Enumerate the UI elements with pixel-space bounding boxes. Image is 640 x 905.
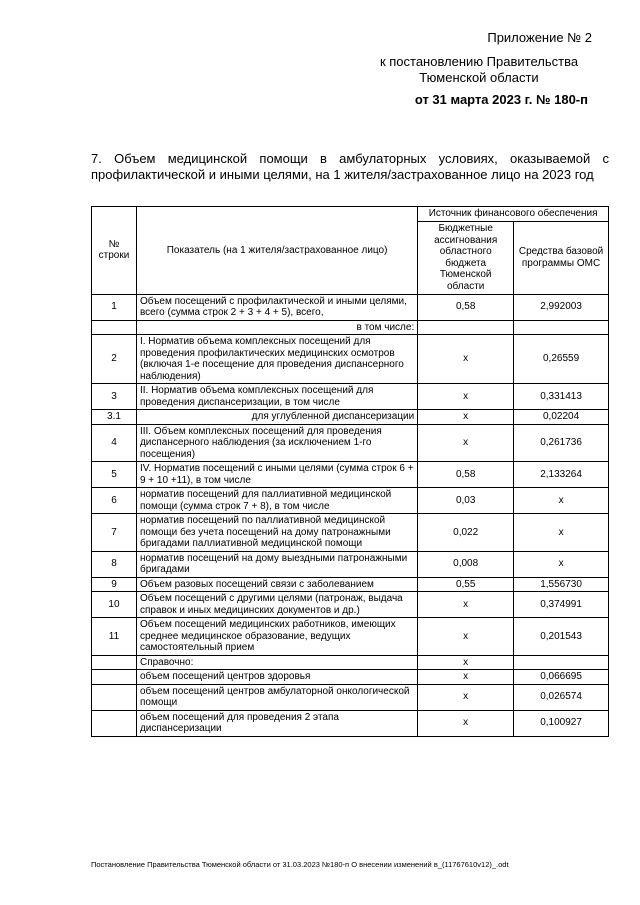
table-row <box>92 514 609 552</box>
indicator-cell: объем посещений для проведения 2 этапа диспансеризации <box>136 710 417 736</box>
indicator-cell: Объем посещений с профилактической и иными целями, всего (сумма строк 2 + 3 + 4 + 5), всего, <box>136 294 417 320</box>
table-row <box>92 577 609 592</box>
budget-value-cell: 0,022 <box>418 514 514 552</box>
indicator-cell: Справочно: <box>136 655 417 670</box>
indicator-cell: норматив посещений для паллиативной медицинской помощи (сумма строк 7 + 8), в том числе <box>136 488 417 514</box>
indicator-cell: Объем разовых посещений связи с заболеванием <box>136 577 417 592</box>
indicator-cell: норматив посещений на дому выездными патронажными бригадами <box>136 551 417 577</box>
budget-value-cell: х <box>418 384 514 410</box>
document-footer: Постановление Правительства Тюменской области от 31.03.2023 №180-п О внесении изменений в_(11767610v12)_.odt <box>91 860 509 869</box>
oms-value-cell: 0,261736 <box>514 424 609 462</box>
table-row <box>92 424 609 462</box>
indicator-cell: объем посещений центров амбулаторной онкологической помощи <box>136 684 417 710</box>
row-number-cell: 11 <box>92 618 137 656</box>
oms-value-cell <box>514 655 609 670</box>
row-number-cell <box>92 655 137 670</box>
oms-value-cell: х <box>514 488 609 514</box>
budget-value-cell: х <box>418 592 514 618</box>
header-row-number: № строки <box>92 207 137 295</box>
table-row <box>92 335 609 384</box>
table-row <box>92 384 609 410</box>
row-number-cell: 4 <box>92 424 137 462</box>
row-number-cell: 10 <box>92 592 137 618</box>
indicator-cell: в том числе: <box>136 320 417 335</box>
oms-value-cell: 1,556730 <box>514 577 609 592</box>
oms-value-cell: 0,201543 <box>514 618 609 656</box>
row-number-cell <box>92 670 137 685</box>
table-row <box>92 670 609 685</box>
budget-value-cell: х <box>418 424 514 462</box>
row-number-cell <box>92 684 137 710</box>
budget-value-cell: х <box>418 410 514 425</box>
section-title: 7. Объем медицинской помощи в амбулаторных условиях, оказываемой с профилактической и иными целями, на 1 жителя/застрахованное лицо на 2023 год <box>91 151 609 182</box>
oms-value-cell: 0,026574 <box>514 684 609 710</box>
row-number-cell: 6 <box>92 488 137 514</box>
oms-value-cell: х <box>514 514 609 552</box>
table-row <box>92 488 609 514</box>
table-row <box>92 551 609 577</box>
table-row <box>92 710 609 736</box>
row-number-cell: 8 <box>92 551 137 577</box>
indicator-cell: I. Норматив объема комплексных посещений для проведения профилактических медицинских осмотров (включая 1-е посещение для проведения диспансерного наблюдения) <box>136 335 417 384</box>
row-number-cell <box>92 710 137 736</box>
budget-value-cell <box>418 320 514 335</box>
indicator-cell: объем посещений центров здоровья <box>136 670 417 685</box>
row-number-cell: 5 <box>92 462 137 488</box>
budget-value-cell: 0,58 <box>418 462 514 488</box>
table-row <box>92 410 609 425</box>
budget-value-cell: х <box>418 618 514 656</box>
oms-value-cell: 2,992003 <box>514 294 609 320</box>
indicator-cell: для углубленной диспансеризации <box>136 410 417 425</box>
row-number-cell: 3 <box>92 384 137 410</box>
table-row <box>92 684 609 710</box>
oms-value-cell: 0,26559 <box>514 335 609 384</box>
oms-value-cell: х <box>514 551 609 577</box>
oms-value-cell: 2,133264 <box>514 462 609 488</box>
volume-table <box>91 206 609 737</box>
header-indicator: Показатель (на 1 жителя/застрахованное лицо) <box>136 207 417 295</box>
header-funding-source: Источник финансового обеспечения <box>418 207 609 222</box>
row-number-cell: 2 <box>92 335 137 384</box>
row-number-cell: 9 <box>92 577 137 592</box>
header-budget: Бюджетные ассигнования областного бюджета Тюменской области <box>418 221 514 294</box>
budget-value-cell: х <box>418 335 514 384</box>
budget-value-cell: х <box>418 655 514 670</box>
resolution-reference: к постановлению Правительства Тюменской области <box>379 54 579 85</box>
row-number-cell: 1 <box>92 294 137 320</box>
oms-value-cell: 0,374991 <box>514 592 609 618</box>
table-row <box>92 462 609 488</box>
table-row <box>92 618 609 656</box>
row-number-cell: 3.1 <box>92 410 137 425</box>
oms-value-cell: 0,100927 <box>514 710 609 736</box>
indicator-cell: IV. Норматив посещений с иными целями (сумма строк 6 + 9 + 10 +11), в том числе <box>136 462 417 488</box>
indicator-cell: III. Объем комплексных посещений для проведения диспансерного наблюдения (за исключением 1-го посещения) <box>136 424 417 462</box>
table-row <box>92 320 609 335</box>
budget-value-cell: х <box>418 684 514 710</box>
table-row <box>92 592 609 618</box>
budget-value-cell: 0,03 <box>418 488 514 514</box>
budget-value-cell: 0,55 <box>418 577 514 592</box>
indicator-cell: Объем посещений с другими целями (патронаж, выдача справок и иных медицинских документов и др.) <box>136 592 417 618</box>
header-oms: Средства базовой программы ОМС <box>514 221 609 294</box>
indicator-cell: Объем посещений медицинских работников, имеющих среднее медицинское образование, ведущих самостоятельный прием <box>136 618 417 656</box>
indicator-cell: II. Норматив объема комплексных посещений для проведения диспансеризации, в том числе <box>136 384 417 410</box>
table-row <box>92 294 609 320</box>
budget-value-cell: 0,58 <box>418 294 514 320</box>
appendix-label: Приложение № 2 <box>487 30 592 45</box>
budget-value-cell: х <box>418 670 514 685</box>
oms-value-cell <box>514 320 609 335</box>
indicator-cell: норматив посещений по паллиативной медицинской помощи без учета посещений на дому патронажными бригадами паллиативной медицинской помощи <box>136 514 417 552</box>
row-number-cell <box>92 320 137 335</box>
budget-value-cell: х <box>418 710 514 736</box>
oms-value-cell: 0,331413 <box>514 384 609 410</box>
oms-value-cell: 0,02204 <box>514 410 609 425</box>
resolution-date-number: от 31 марта 2023 г. № 180-п <box>414 92 588 107</box>
row-number-cell: 7 <box>92 514 137 552</box>
table-row <box>92 655 609 670</box>
budget-value-cell: 0,008 <box>418 551 514 577</box>
oms-value-cell: 0,066695 <box>514 670 609 685</box>
